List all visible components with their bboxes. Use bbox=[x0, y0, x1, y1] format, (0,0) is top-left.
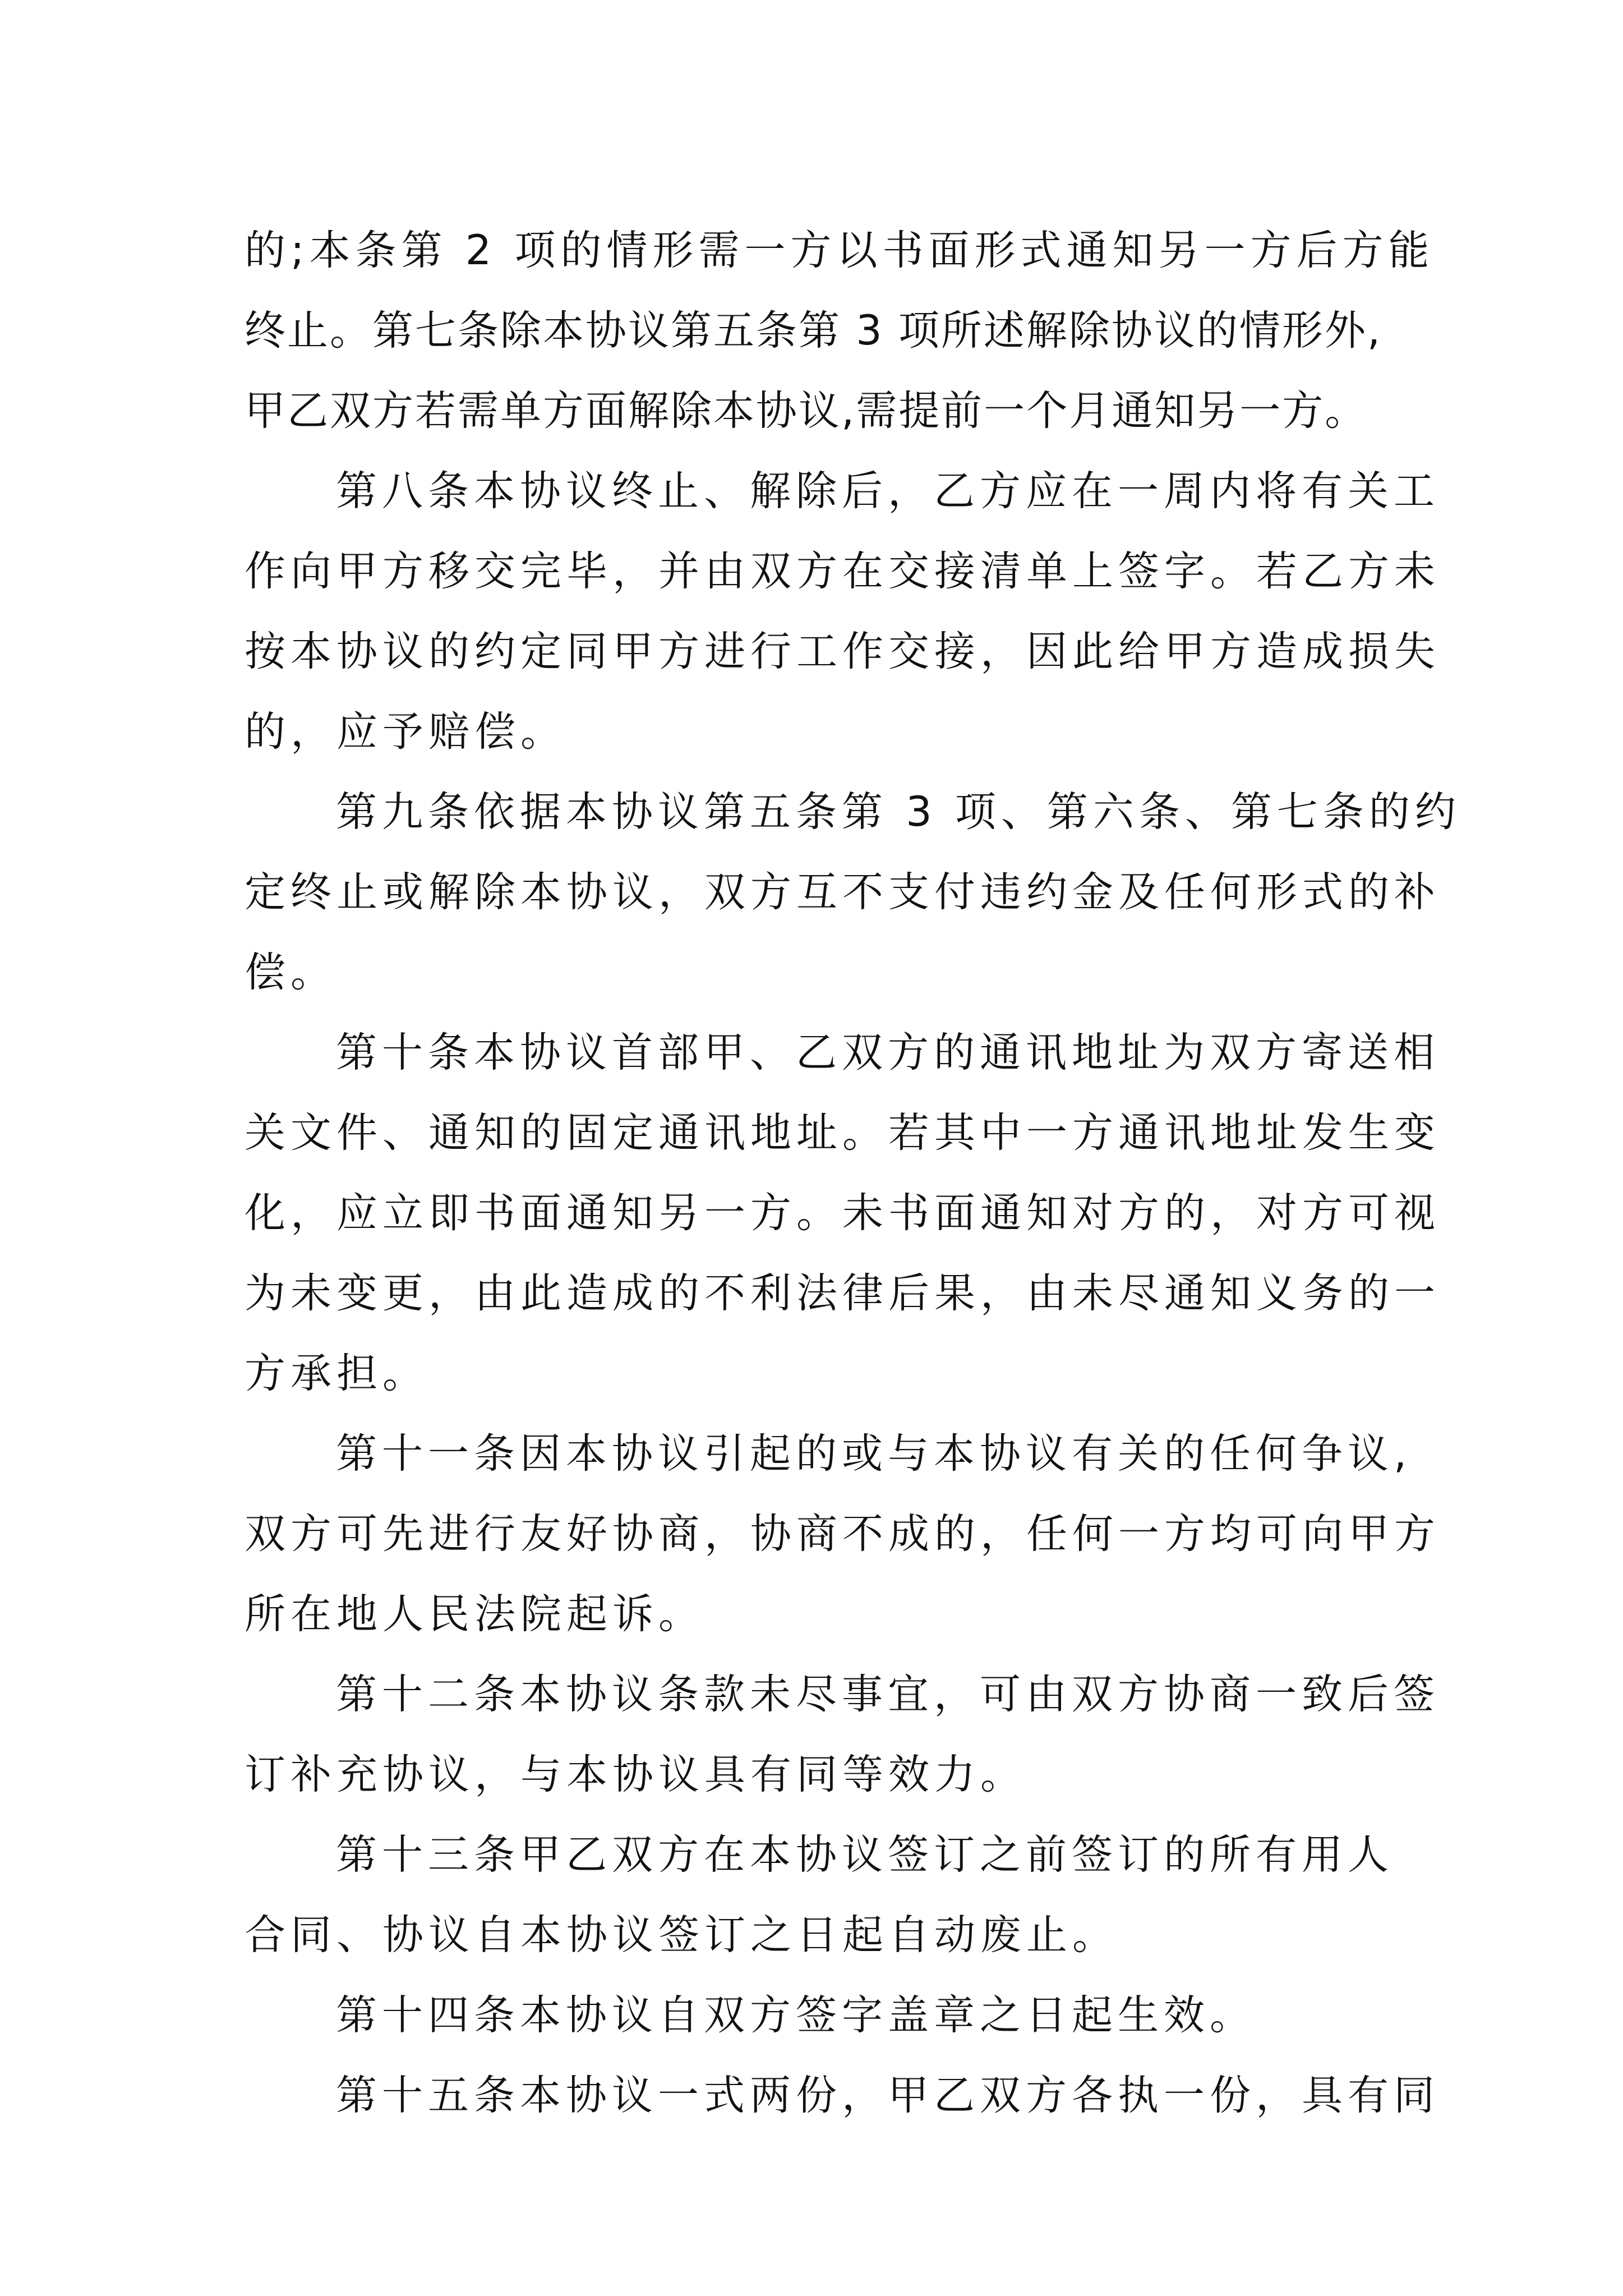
text-line: 合同、协议自本协议签订之日起自动废止。 bbox=[245, 1911, 1118, 1959]
paragraph-start-line: 第十四条本协议自双方签字盖章之日起生效。 bbox=[336, 1991, 1256, 2039]
paragraph-start-line: 第十条本协议首部甲、乙双方的通讯地址为双方寄送相 bbox=[336, 1029, 1440, 1076]
paragraph-start-line: 第十一条因本协议引起的或与本协议有关的任何争议, bbox=[336, 1430, 1412, 1478]
text-line: 按本协议的约定同甲方进行工作交接，因此给甲方造成损失 bbox=[245, 628, 1440, 675]
paragraph-start-line: 第十三条甲乙双方在本协议签订之前签订的所有用人 bbox=[336, 1831, 1394, 1879]
text-line: 终止。第七条除本协议第五条第 3 项所述解除协议的情形外, bbox=[245, 307, 1382, 355]
text-line: 所在地人民法院起诉。 bbox=[245, 1590, 704, 1638]
text-line: 的;本条第 2 项的情形需一方以书面形式通知另一方后方能 bbox=[245, 227, 1435, 274]
text-line: 化，应立即书面通知另一方。未书面通知对方的，对方可视 bbox=[245, 1189, 1440, 1237]
text-line: 方承担。 bbox=[245, 1350, 428, 1397]
text-line: 关文件、通知的固定通讯地址。若其中一方通讯地址发生变 bbox=[245, 1109, 1440, 1157]
text-line: 的，应予赔偿。 bbox=[245, 708, 566, 756]
text-line: 偿。 bbox=[245, 949, 336, 996]
paragraph-start-line: 第十五条本协议一式两份，甲乙双方各执一份，具有同 bbox=[336, 2072, 1440, 2119]
text-line: 为未变更，由此造成的不利法律后果，由未尽通知义务的一 bbox=[245, 1269, 1440, 1317]
text-line: 双方可先进行友好协商，协商不成的，任何一方均可向甲方 bbox=[245, 1510, 1440, 1558]
text-line: 定终止或解除本协议，双方互不支付违约金及任何形式的补 bbox=[245, 868, 1440, 916]
text-line: 作向甲方移交完毕，并由双方在交接清单上签字。若乙方未 bbox=[245, 547, 1440, 595]
document-body bbox=[245, 210, 1461, 2136]
text-line: 甲乙双方若需单方面解除本协议,需提前一个月通知另一方。 bbox=[245, 387, 1368, 435]
paragraph-start-line: 第十二条本协议条款未尽事宜，可由双方协商一致后签 bbox=[336, 1671, 1440, 1718]
paragraph-start-line: 第八条本协议终止、解除后，乙方应在一周内将有关工 bbox=[336, 467, 1440, 515]
paragraph-start-line: 第九条依据本协议第五条第 3 项、第六条、第七条的约 bbox=[336, 788, 1461, 836]
text-line: 订补充协议，与本协议具有同等效力。 bbox=[245, 1751, 1026, 1798]
